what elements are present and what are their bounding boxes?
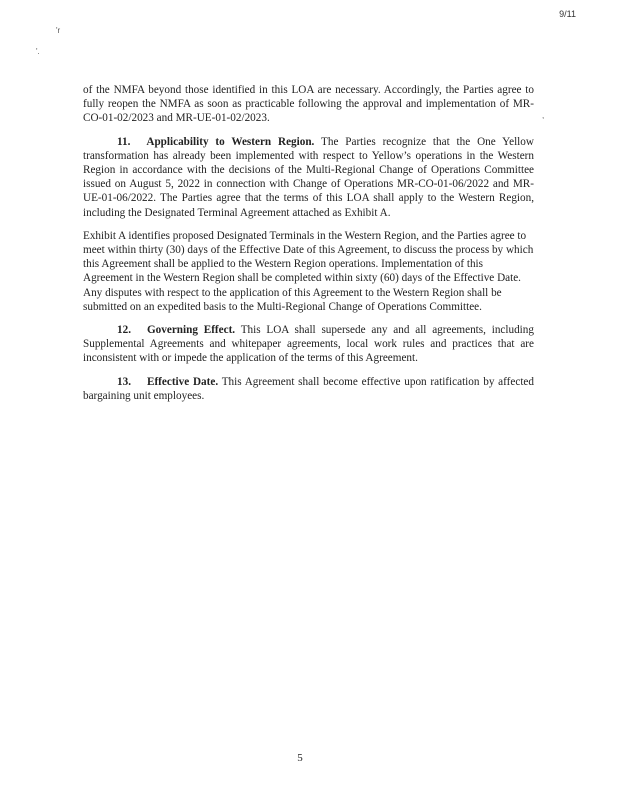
exhibit-paragraph: Exhibit A identifies proposed Designated Terminals in the Western Region, and the Parties agree to meet within thirty (30) days of the Effective Date of this Agreement, to discuss the process by which this Agreement shall be applied to the Western Region operations. Implementation of this Agreement in the Western Region shall be completed within sixty (60) days of the Effective Date. Any disputes with respect to the application of this Agreement to the Western Region shall be submitted on an expedited basis to the Multi-Regional Change of Operations Committee.	[83, 229, 534, 313]
section-number: 11.	[117, 135, 131, 148]
section-title: Governing Effect.	[146, 324, 236, 337]
section-body: The Parties recognize that the One Yellow transformation has already been implemented with respect to Yellow’s operations in the Western Region in accordance with the decisions of the Multi-Regional Change of Operations Committee issued on August 5, 2022 in connection with Change of Operations MR-CO-01-06/2022 and MR-UE-01-06/2022. The Parties agree that the terms of this LOA shall apply to the Western Region, including the Designated Terminal Agreement attached as Exhibit A.	[83, 135, 534, 219]
fax-page-counter: 9/11	[559, 9, 576, 19]
section-11-paragraph	[83, 135, 534, 220]
section-13-paragraph	[83, 375, 534, 403]
section-title: Effective Date.	[146, 375, 219, 388]
section-body: This LOA shall supersede any and all agreements, including Supplemental Agreements and whitepaper agreements, local work rules and practices that are inconsistent with or impede the application of the terms of this Agreement.	[83, 324, 534, 365]
paragraph-continuation: of the NMFA beyond those identified in this LOA are necessary. Accordingly, the Parties agree to fully reopen the NMFA as soon as practicable following the approval and implementation of MR-CO-01-02/2023 and MR-UE-01-02/2023.	[83, 84, 534, 125]
page-number: 5	[297, 752, 303, 764]
section-title: Applicability to Western Region.	[146, 135, 315, 148]
scan-artifact: 'r	[56, 26, 61, 35]
scan-artifact: '.	[36, 47, 40, 56]
document-body	[83, 83, 534, 412]
scan-artifact: ,	[542, 111, 545, 120]
section-body: This Agreement shall become effective upon ratification by affected bargaining unit employees.	[83, 375, 534, 402]
section-number: 12.	[117, 324, 131, 337]
section-number: 13.	[117, 375, 131, 388]
section-12-paragraph	[83, 323, 534, 366]
